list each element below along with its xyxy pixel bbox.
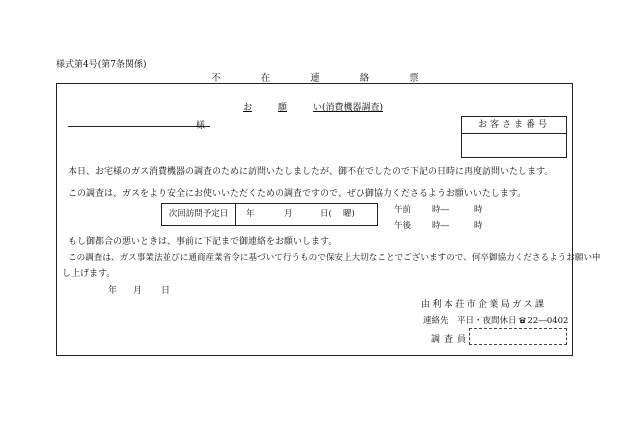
pm-time-row bbox=[394, 219, 483, 231]
next-visit-box bbox=[161, 203, 378, 226]
paragraph-4-line-1: この調査は、ガス事業法並びに通商産業省令に基づいて行うもので保安上大切なことでございますので、何卒御協力くださるようお願い申 bbox=[68, 253, 601, 263]
visit-month: 月 bbox=[284, 209, 293, 219]
heading-part-3: い(消費機器調査) bbox=[313, 103, 384, 113]
inspector-label: 調査員 bbox=[431, 335, 471, 345]
customer-number-box bbox=[461, 116, 567, 158]
organization-name: 由利本荘市企業局ガス課 bbox=[421, 300, 547, 310]
issue-year: 年 bbox=[108, 286, 118, 296]
visit-year: 年 bbox=[246, 209, 255, 219]
form-number: 様式第4号(第7条関係) bbox=[56, 60, 147, 70]
pm-to: 時 bbox=[474, 221, 483, 231]
issue-date bbox=[108, 283, 170, 296]
pm-label: 午後 bbox=[394, 221, 412, 231]
issue-day: 日 bbox=[161, 286, 171, 296]
am-to: 時 bbox=[474, 205, 483, 215]
addressee-name-line bbox=[68, 126, 210, 127]
document-title: 不在連絡票 bbox=[211, 73, 459, 84]
visit-weekday: 曜) bbox=[343, 209, 355, 219]
paragraph-4-line-2: し上げます。 bbox=[62, 269, 116, 279]
visit-day: 日( bbox=[320, 209, 332, 219]
contact-number: 22―0402 bbox=[527, 316, 569, 326]
am-label: 午前 bbox=[394, 205, 412, 215]
addressee-suffix: 様 bbox=[196, 121, 206, 131]
contact-prefix: 連絡先 平日・夜間休日 bbox=[423, 316, 517, 326]
next-visit-date bbox=[246, 204, 355, 225]
paragraph-2: この調査は、ガスをより安全にお使いいただくための調査ですので、ぜひ御協力くださるようお願いいたします。 bbox=[68, 189, 527, 199]
paragraph-1: 本日、お宅様のガス消費機器の調査のために訪問いたしましたが、御不在でしたので下記の日時に再度訪問いたします。 bbox=[68, 167, 554, 177]
customer-number-label: お客さま番号 bbox=[462, 117, 566, 134]
issue-month: 月 bbox=[133, 286, 143, 296]
pm-from: 時― bbox=[432, 221, 450, 231]
paragraph-3: もし御都合の悪いときは、事前に下記まで御連絡をお願いします。 bbox=[68, 237, 338, 247]
heading-part-1: お bbox=[243, 103, 253, 113]
telephone-icon bbox=[518, 316, 527, 324]
am-time-row bbox=[394, 203, 483, 215]
am-from: 時― bbox=[432, 205, 450, 215]
contact-line bbox=[423, 314, 568, 326]
inspector-name-box bbox=[469, 328, 567, 345]
heading-part-2: 願 bbox=[278, 103, 288, 113]
notice-heading bbox=[243, 100, 383, 113]
next-visit-label: 次回訪問予定日 bbox=[162, 204, 236, 225]
